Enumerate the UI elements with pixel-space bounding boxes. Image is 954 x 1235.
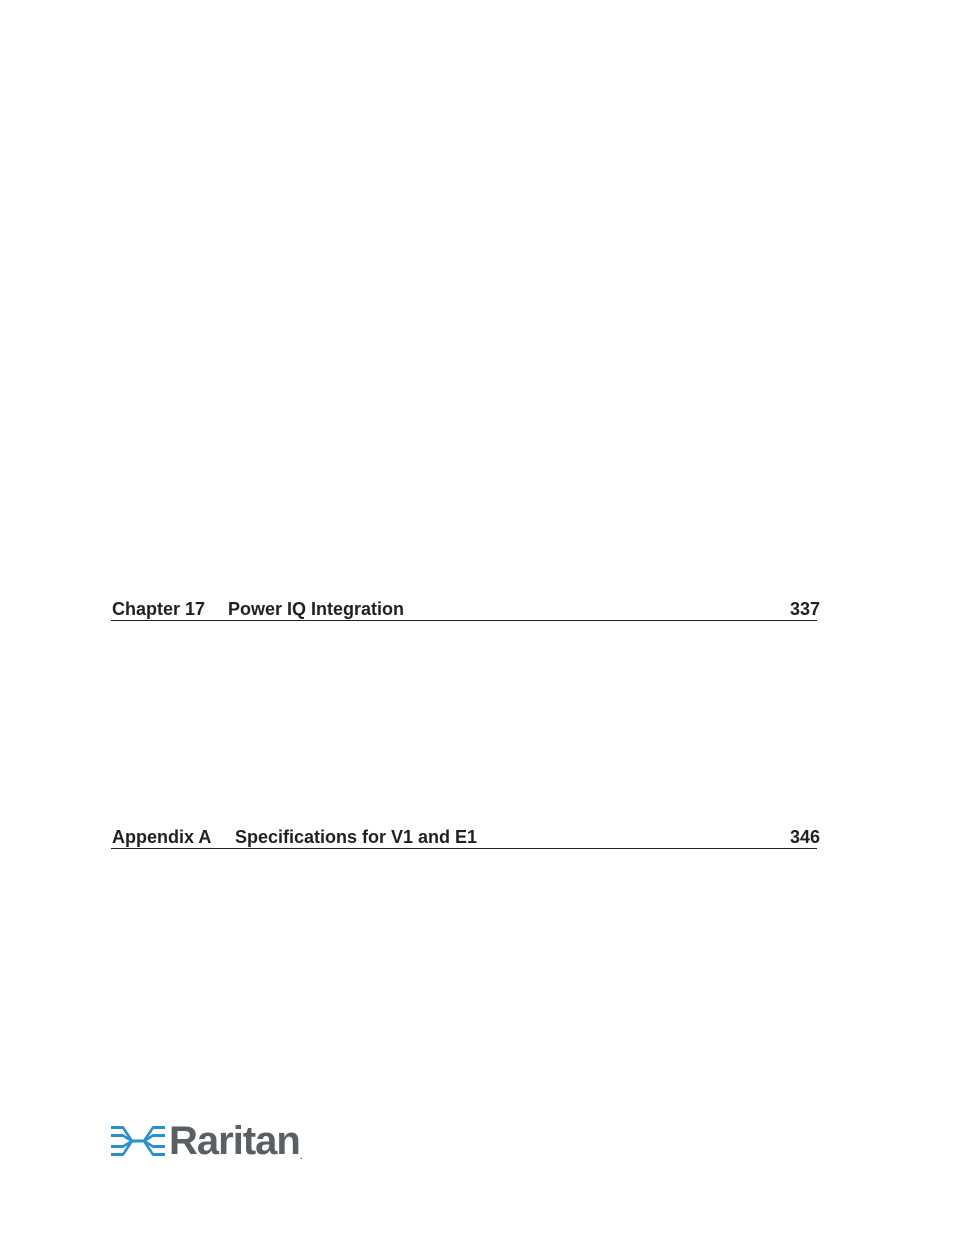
toc-entry-appendix-a[interactable] xyxy=(111,826,820,849)
raritan-logo xyxy=(111,1120,302,1162)
logo-wordmark: Raritan. xyxy=(169,1119,303,1163)
raritan-logo-icon xyxy=(111,1123,165,1159)
toc-entry-chapter-17[interactable] xyxy=(111,598,820,621)
toc-entry-title[interactable]: Power IQ Integration xyxy=(228,599,405,619)
toc-entry-page-number: 346 xyxy=(789,827,820,847)
toc-entry-page-number: 337 xyxy=(789,599,820,619)
toc-entry-label: Chapter 17 xyxy=(112,599,206,619)
toc-entry-label: Appendix A xyxy=(112,827,212,847)
toc-entry-title[interactable]: Specifications for V1 and E1 xyxy=(235,827,478,847)
